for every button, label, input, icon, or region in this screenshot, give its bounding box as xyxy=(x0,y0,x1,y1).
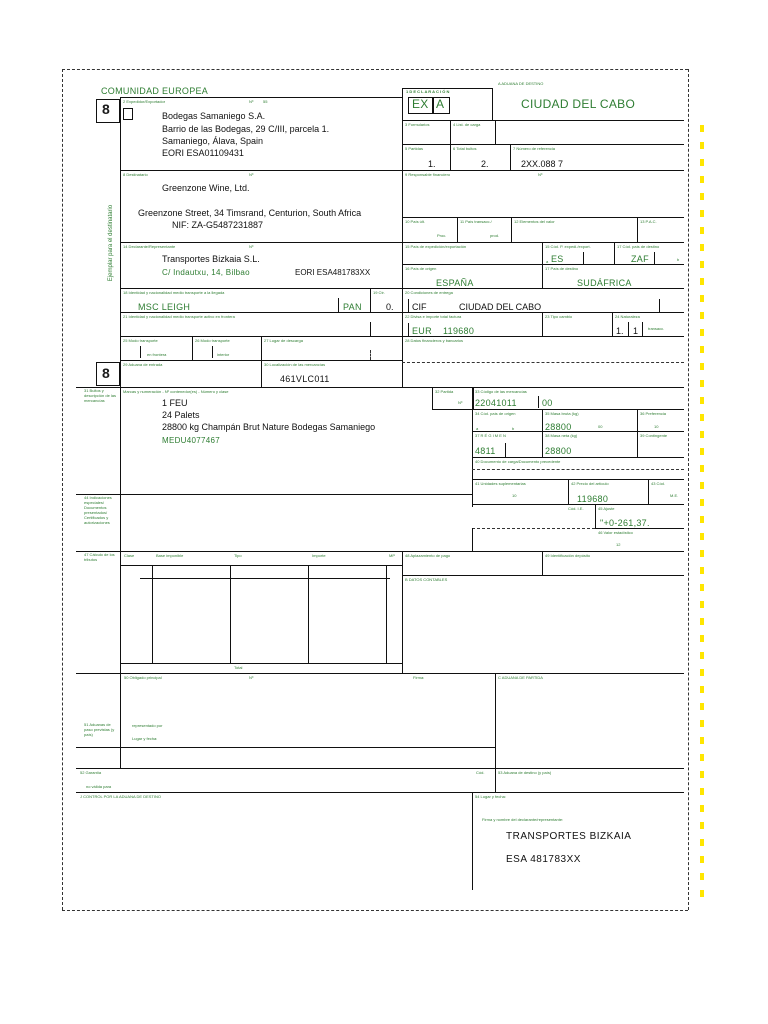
line-box26-sep xyxy=(212,346,213,358)
line-box30 xyxy=(261,360,262,387)
boxD-label: J CONTROL POR LA ADUANA DE DESTINO xyxy=(80,794,161,799)
box6-label: 6 Total bultos xyxy=(453,146,477,151)
box42-value[interactable]: 119680 xyxy=(577,494,609,504)
side-copy-label: Ejemplar para el destinatario xyxy=(108,204,114,282)
box7-label: 7 Número de referencia xyxy=(513,146,556,151)
line-box50-left xyxy=(120,673,121,768)
line-r-box13 xyxy=(637,217,638,242)
box3-label: 3 Formularios xyxy=(405,122,430,127)
box48-label: 48 Aplazamiento de pago xyxy=(405,553,451,558)
box17b-label: 17 País de destino xyxy=(545,266,579,271)
box54-id: ESA 481783XX xyxy=(506,854,581,865)
line-box49 xyxy=(542,551,543,575)
copy-number-bottom: 8 xyxy=(102,365,110,381)
box41-value: 10 xyxy=(512,493,517,498)
line-box21-flag xyxy=(370,322,371,336)
box17-suffix: b xyxy=(677,257,680,262)
line-575 xyxy=(402,575,684,576)
box2-checkbox[interactable] xyxy=(123,108,133,120)
line-r-120 xyxy=(402,120,684,121)
box29-label: 29 Aduana de entrada xyxy=(123,362,163,367)
box22-currency[interactable]: EUR xyxy=(412,326,432,336)
box11-sub: prod. xyxy=(490,233,500,238)
box16-label: 16 País de origen xyxy=(405,266,437,271)
line-box42 xyxy=(568,479,569,504)
box34-label: 34 Cód. país de origen xyxy=(475,411,516,416)
box32-no-label: Nº xyxy=(458,400,463,405)
box25-sub: en frontera xyxy=(147,352,167,357)
comunidad-europea: COMUNIDAD EUROPEA xyxy=(101,86,209,96)
box26-label: 26 Modo transporte xyxy=(195,338,230,343)
box26-sub: interior xyxy=(217,352,230,357)
box31-line-1: 1 FEU xyxy=(162,398,188,408)
box44-side-label: 44 Indicaciones especiales/ Documentos presentados/ Certificados y autorizaciones xyxy=(84,495,112,525)
box38-value[interactable]: 28800 xyxy=(545,446,572,456)
box42-label: 42 Precio del artículo xyxy=(571,481,609,486)
box35-value[interactable]: 28800 xyxy=(545,422,572,432)
box47-col-clase: Clase xyxy=(124,553,135,558)
box25-label: 25 Modo transporte xyxy=(123,338,158,343)
line-792 xyxy=(76,792,684,793)
line-box19 xyxy=(370,288,371,312)
box15a-label: 15 Cód. P. expedi./export. xyxy=(545,244,591,249)
declaracion-1[interactable]: EX xyxy=(412,97,429,111)
box33-label: 33 Código de las mercancías xyxy=(475,389,527,394)
box43-value: M.E. xyxy=(670,493,679,498)
line-box47-row xyxy=(140,578,390,579)
line-box39 xyxy=(637,431,638,457)
box34-a: a xyxy=(476,426,479,431)
line-box45 xyxy=(595,504,596,528)
box23-label: 23 Tipo cambio xyxy=(545,314,573,319)
box2-label: 2 Expedidor/Exportador xyxy=(123,99,166,104)
box12-label: 12 Elementos del valor xyxy=(514,219,555,224)
line-504 xyxy=(472,504,684,505)
line-242 xyxy=(120,242,684,243)
line-457 xyxy=(472,457,684,458)
box32-label: 32 Partida xyxy=(435,389,454,394)
line-r-144 xyxy=(402,144,684,145)
box30-label: 30 Localización de las mercancías xyxy=(264,362,326,367)
line-479 xyxy=(472,479,684,480)
box47-col-tipo: Tipo xyxy=(234,553,242,558)
box2-no-label: Nº xyxy=(249,99,254,104)
box10-sub: Proc. xyxy=(437,233,447,238)
line-336 xyxy=(120,336,684,337)
box27-label: 27 Lugar de descarga xyxy=(264,338,303,343)
box28-label: 28 Datos financieros y bancarios xyxy=(405,338,464,343)
box47-total-label: Total xyxy=(234,665,243,670)
box44-valor-value: 12 xyxy=(616,542,621,547)
box50-representado: representado por xyxy=(132,723,163,728)
box52-sub: no válida para xyxy=(86,784,112,789)
line-673 xyxy=(76,673,684,674)
box52-label: 52 Garantía xyxy=(80,770,102,775)
box9-label: 9 Responsable financiero xyxy=(405,172,451,177)
box53-label: 53 Aduana de destino (y país) xyxy=(498,770,552,775)
line-box28-dots xyxy=(402,362,684,363)
box2-line-3: Samaniego, Álava, Spain xyxy=(162,136,264,146)
box2-no-code: 55 xyxy=(263,99,268,104)
box36-value: 10 xyxy=(654,424,659,429)
line-r-box7 xyxy=(510,144,511,170)
box31-container: MEDU4077467 xyxy=(162,436,220,445)
box50-firma: Firma: xyxy=(413,675,425,680)
line-r-box11 xyxy=(457,217,458,242)
box50-label: 50 Obligado principal xyxy=(124,675,162,680)
line-r-217 xyxy=(402,217,684,218)
box20-place[interactable]: CIUDAD DEL CABO xyxy=(459,302,542,312)
box51-side-label: 51 Aduanas de paso previstas (y país) xyxy=(84,722,115,737)
box35-label: 35 Masa bruta (kg) xyxy=(545,411,579,416)
box50-no-label: Nº xyxy=(249,675,254,680)
box44-ajuste-label: 45 Ajuste xyxy=(598,506,615,511)
box14-line-2: C/ Indautxu, 14, Bilbao xyxy=(162,268,250,277)
box33-value-2[interactable]: 00 xyxy=(542,398,553,408)
line-box20-end xyxy=(659,299,660,312)
line-box24 xyxy=(612,312,613,336)
box18-flag[interactable]: PAN xyxy=(343,302,362,312)
box2-line-4: EORI ESA01109431 xyxy=(162,148,244,158)
line-box40-dots xyxy=(472,469,684,470)
box30-value[interactable]: 461VLC011 xyxy=(280,374,330,384)
line-box24-sep2 xyxy=(642,322,643,336)
line-box23 xyxy=(542,312,543,336)
line-box33-bottom xyxy=(472,409,684,410)
line-col-mid xyxy=(402,88,403,387)
box15-label: 15 País de expedición/exportación xyxy=(405,244,467,249)
box44-valor-label: 46 Valor estadístico xyxy=(598,530,633,535)
line-item-left xyxy=(120,387,121,494)
line-494 xyxy=(76,494,472,495)
line-528 xyxy=(595,528,684,529)
box18-value[interactable]: MSC LEIGH xyxy=(138,302,191,312)
box54-label: 54 Lugar y fecha: xyxy=(475,794,506,799)
box15-value[interactable]: ESPAÑA xyxy=(436,278,474,288)
line-box47-c3 xyxy=(308,565,309,663)
line-387 xyxy=(76,387,684,388)
line-box25-sep xyxy=(140,346,141,358)
box15a-value[interactable]: ES xyxy=(551,254,564,264)
box8-line-3: NIF: ZA-G5487231887 xyxy=(172,220,264,230)
box49-label: 49 Identificación depósito xyxy=(545,553,591,558)
box19-label: 19 Ctr. xyxy=(373,290,385,295)
box5-label: 5 Partidas xyxy=(405,146,424,151)
line-r-box15a-sep xyxy=(583,252,584,264)
line-box53 xyxy=(495,768,496,792)
box5-value[interactable]: 1. xyxy=(428,159,436,169)
declaracion-2[interactable]: A xyxy=(436,97,445,111)
box44-ajuste-value[interactable]: "+0-261,37. xyxy=(600,518,650,528)
box8-line-1: Greenzone Wine, Ltd. xyxy=(162,183,250,193)
line-r-264 xyxy=(402,264,684,265)
line-box27 xyxy=(261,336,262,360)
line-box26 xyxy=(192,336,193,360)
line-box44-dots xyxy=(472,528,595,529)
line-box24-sep xyxy=(628,322,629,336)
box17-value[interactable]: ZAF xyxy=(631,254,649,264)
box10-label: 10 País últ. xyxy=(405,219,426,224)
box13-label: 13 P.A.C. xyxy=(640,219,657,224)
box19-value[interactable]: 0. xyxy=(386,302,394,312)
box50-lugar: Lugar y fecha: xyxy=(132,736,158,741)
box37-label: 37 R É G I M E N xyxy=(475,433,506,438)
box14-label: 14 Declarante/Representante xyxy=(123,244,176,249)
frame-right xyxy=(688,69,689,910)
box8-line-2: Greenzone Street, 34 Timsrand, Centurion, South Africa xyxy=(138,208,362,218)
line-r-box4 xyxy=(450,120,451,144)
line-box38 xyxy=(542,431,543,457)
line-box27-mark xyxy=(370,350,371,360)
line-box43 xyxy=(648,479,649,504)
line-box54 xyxy=(472,792,473,890)
box47-col-base: Base imponible xyxy=(156,553,184,558)
box31-line-3: 28800 kg Champán Brut Nature Bodegas Samaniego xyxy=(162,422,376,432)
aduana-destino-value[interactable]: CIUDAD DEL CABO xyxy=(521,97,636,111)
line-box33-sep xyxy=(538,396,539,408)
box35-suffix: 00 xyxy=(598,424,603,429)
box31-label: Marcas y numeración - Nº contenedor(es) - Número y clase xyxy=(123,389,229,394)
line-box35 xyxy=(542,409,543,431)
box18-label: 18 Identidad y nacionalidad medio transporte a la llegada xyxy=(123,290,225,295)
box22-amount[interactable]: 119680 xyxy=(443,326,475,336)
box15a-prefix: a xyxy=(546,259,549,264)
line-decl-right xyxy=(492,88,493,120)
box14-line-1: Transportes Bizkaia S.L. xyxy=(162,254,260,264)
line-boxC xyxy=(495,673,496,768)
box52-cod: Cód. xyxy=(476,770,485,775)
box54-name: TRANSPORTES BIZKAIA xyxy=(506,831,632,842)
line-box47-c1 xyxy=(152,565,153,663)
line-551 xyxy=(76,551,684,552)
frame-bottom xyxy=(62,910,688,911)
line-box37-sep xyxy=(505,443,506,457)
line-box47-right xyxy=(402,551,403,673)
box20-label: 20 Condiciones de entrega xyxy=(405,290,453,295)
line-box36 xyxy=(637,409,638,431)
line-r-box17b xyxy=(542,264,543,288)
line-box44-left xyxy=(120,494,121,551)
box24-value-1[interactable]: 1. xyxy=(616,326,624,336)
frame-top xyxy=(62,69,688,70)
box41-label: 41 Unidades suplementarias xyxy=(475,481,526,486)
box4-label: 4 List. de carga xyxy=(453,122,481,127)
line-170 xyxy=(120,170,684,171)
line-box33-left xyxy=(472,387,473,507)
box44-cod-label: Cód. I.E. xyxy=(568,506,584,511)
box22-label: 22 Divisa e importe total factura xyxy=(405,314,462,319)
box17b-value[interactable]: SUDÁFRICA xyxy=(577,278,632,288)
line-r-box15a xyxy=(542,242,543,264)
box8-label: 8 Destinatario xyxy=(123,172,148,177)
box20-incoterm[interactable]: CIF xyxy=(412,302,427,312)
line-312 xyxy=(120,312,684,313)
line-box18-flag xyxy=(338,298,339,312)
box34-b: b xyxy=(512,426,515,431)
boxB-label: B DATOS CONTABLES xyxy=(405,577,448,582)
line-box47-header xyxy=(120,565,402,566)
box24-value-2[interactable]: 1 xyxy=(633,326,639,336)
line-r-box17 xyxy=(614,242,615,264)
box37-value[interactable]: 4811 xyxy=(475,446,496,456)
copy-number-top: 8 xyxy=(102,101,110,117)
box21-label: 21 Identidad y nacionalidad medio transporte activo en frontera xyxy=(123,314,235,319)
box11-label: 11 País transacc./ xyxy=(460,219,492,224)
line-box47-left xyxy=(120,551,121,673)
box14-no-label: Nº xyxy=(249,244,254,249)
line-box47-c4 xyxy=(386,565,387,663)
box47-col-mp: MP xyxy=(389,553,395,558)
box9-no-label: Nº xyxy=(538,172,543,177)
box17-label: 17 Cód. país de destino xyxy=(617,244,660,249)
line-box47-c2 xyxy=(230,565,231,663)
line-431 xyxy=(472,431,684,432)
box6-value[interactable]: 2. xyxy=(481,159,489,169)
line-288 xyxy=(120,288,684,289)
line-r-box12 xyxy=(511,217,512,242)
box24-sub: transacc. xyxy=(648,326,665,331)
frame-left xyxy=(62,69,63,910)
line-top-decl xyxy=(402,88,492,89)
box7-value[interactable]: 2XX.088 7 xyxy=(521,159,564,169)
boxC-label: C ADUANA DE PARTIDA xyxy=(498,675,543,680)
line-box47-total xyxy=(120,663,402,664)
box8-no-label: Nº xyxy=(249,172,254,177)
line-box50-bottom xyxy=(76,747,495,748)
box2-line-2: Barrio de las Bodegas, 29 C/III, parcela 1. xyxy=(162,124,330,134)
box24-label: 24 Naturaleza xyxy=(615,314,640,319)
box54-firma-label: Firma y nombre del declarante/representante: xyxy=(482,817,564,822)
line-box44-r xyxy=(472,528,473,551)
box31-side-label: 31 Bultos y descripción de las mercancías xyxy=(84,388,117,403)
line-r-box4b xyxy=(495,120,496,144)
box38-label: 38 Masa neta (kg) xyxy=(545,433,578,438)
box47-side-label: 47 Cálculo de los tributos xyxy=(84,552,115,562)
box31-line-2: 24 Palets xyxy=(162,410,200,420)
line-r-box6 xyxy=(450,144,451,170)
box39-label: 39 Contingente xyxy=(640,433,668,438)
line-768 xyxy=(76,768,684,769)
box40-label: 40 Documento de carga/Documento precedente xyxy=(475,459,561,464)
line-r-box17-sep xyxy=(654,252,655,264)
box43-label: 43 Cód. xyxy=(651,481,666,486)
box2-line-1: Bodegas Samaniego S.A. xyxy=(162,111,266,121)
box14-eori: EORI ESA481783XX xyxy=(295,268,371,277)
declaracion-label: 1 D E C L A R A C I Ó N xyxy=(406,89,450,94)
box33-value-1[interactable]: 22041011 xyxy=(475,398,517,408)
box47-col-importe: Importe xyxy=(312,553,326,558)
aduana-destino-label: A ADUANA DE DESTINO xyxy=(498,81,544,86)
box36-label: 36 Preferencia xyxy=(640,411,667,416)
line-top-header xyxy=(120,97,402,98)
